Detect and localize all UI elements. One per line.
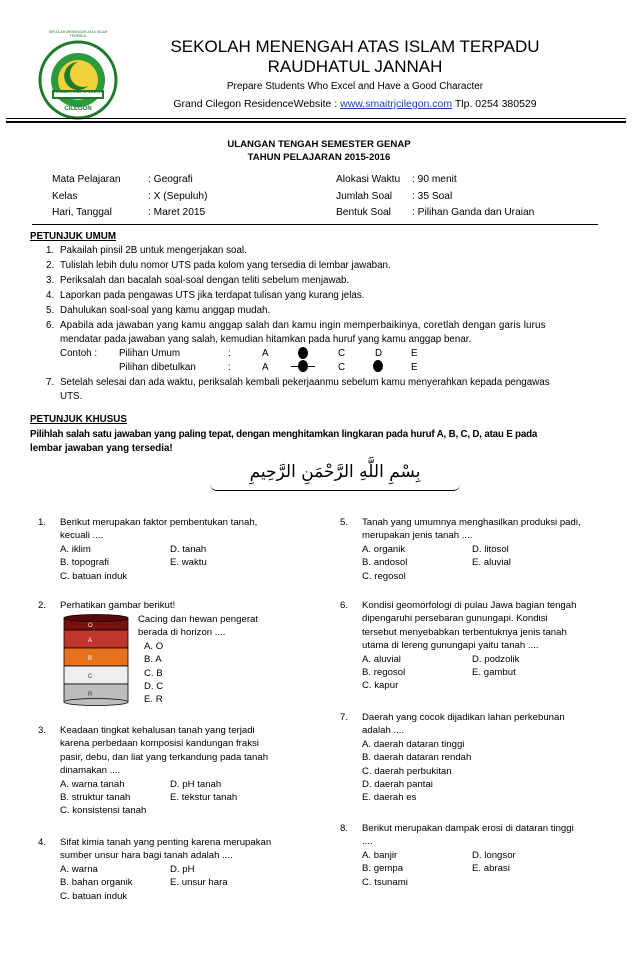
info-label-class: Kelas bbox=[52, 191, 78, 202]
q4-line-1: Sifat kimia tanah yang penting karena merupakan bbox=[60, 837, 272, 848]
header-rule-top bbox=[6, 118, 626, 119]
info-value-form: : Pilihan Ganda dan Uraian bbox=[412, 207, 535, 218]
info-label-form: Bentuk Soal bbox=[336, 207, 391, 218]
soil-profile-diagram bbox=[62, 614, 130, 706]
special-heading: PETUNJUK KHUSUS bbox=[30, 414, 127, 425]
q2-side-text bbox=[138, 613, 258, 707]
info-value-class: : X (Sepuluh) bbox=[148, 191, 208, 202]
general-heading: PETUNJUK UMUM bbox=[30, 231, 116, 242]
q8-opt-c[interactable]: C. tsunami bbox=[362, 876, 408, 888]
q4-opt-e[interactable]: E. unsur hara bbox=[170, 877, 228, 889]
basmalah-underline bbox=[210, 484, 460, 491]
q7-line-1: Daerah yang cocok dijadikan lahan perkebunan bbox=[362, 712, 565, 723]
info-label-time: Alokasi Waktu bbox=[336, 174, 401, 185]
q6-line-1: Kondisi geomorfologi di pulau Jawa bagian tengah bbox=[362, 600, 577, 611]
q3-number: 3. bbox=[38, 725, 47, 736]
q8-opt-b[interactable]: B. gempa bbox=[362, 863, 404, 875]
example-row2-opt-c: C bbox=[338, 362, 346, 373]
example-row2-opt-e: E bbox=[411, 362, 418, 373]
info-label-date: Hari, Tanggal bbox=[52, 207, 112, 218]
q4-opt-b[interactable]: B. bahan organik bbox=[60, 877, 133, 889]
question-5 bbox=[340, 516, 630, 583]
q5-line-1: Tanah yang umumnya menghasilkan produksi padi, bbox=[362, 517, 581, 528]
example-label: Contoh : bbox=[60, 348, 98, 359]
general-item-2: 2. Tulislah lebih dulu nomor UTS pada kolom yang tersedia di lembar jawaban. bbox=[46, 260, 391, 271]
q8-opt-e[interactable]: E. abrasi bbox=[472, 863, 510, 875]
q1-number: 1. bbox=[38, 517, 47, 528]
q2-opt-b[interactable]: B. A bbox=[144, 654, 162, 666]
q1-opt-e[interactable]: E. waktu bbox=[170, 557, 207, 569]
example-row1-colon: : bbox=[228, 348, 231, 359]
q3-line-3: pasir, debu, dan liat yang terkandung pada tanah bbox=[60, 751, 269, 763]
general-item-6: 6. Apabila ada jawaban yang kamu anggap salah dan kamu ingin memperbaikinya, coretlah dengan garis lurus bbox=[46, 320, 546, 331]
q6-line-4: utama di lereng gunungapi yaitu tanah .... bbox=[362, 640, 539, 652]
layer-label-c: C bbox=[88, 674, 93, 680]
filled-bubble-b bbox=[298, 347, 308, 359]
logo-bottom-text: CILEGON bbox=[64, 106, 92, 112]
q7-number: 7. bbox=[340, 712, 349, 723]
general-item-7-cont: UTS. bbox=[60, 391, 83, 402]
school-name-line1: SEKOLAH MENENGAH ATAS ISLAM TERPADU bbox=[170, 37, 540, 56]
q4-opt-d[interactable]: D. pH bbox=[170, 863, 195, 875]
q2-number: 2. bbox=[38, 600, 47, 611]
layer-label-r: R bbox=[88, 692, 93, 698]
q7-opt-c[interactable]: C. daerah perbukitan bbox=[362, 765, 452, 777]
q6-line-2: dipengaruhi persebaran gunungapi. Kondisi bbox=[362, 613, 548, 625]
q6-opt-d[interactable]: D. podzolik bbox=[472, 653, 520, 665]
q3-opt-b[interactable]: B. struktur tanah bbox=[60, 792, 131, 804]
q2-opt-d[interactable]: D. C bbox=[144, 681, 164, 693]
general-item-2-text: Tulislah lebih dulu nomor UTS pada kolom yang tersedia di lembar jawaban. bbox=[60, 260, 391, 271]
question-6 bbox=[340, 599, 635, 693]
q5-opt-d[interactable]: D. litosol bbox=[472, 543, 509, 555]
example-row1-opt-c: C bbox=[338, 348, 346, 359]
q5-opt-a[interactable]: A. organik bbox=[362, 543, 406, 555]
q1-line-1: Berikut merupakan faktor pembentukan tanah, bbox=[60, 517, 258, 528]
question-7 bbox=[340, 711, 630, 805]
general-item-6-cont: mendatar pada jawaban yang salah, kemudian hitamkan pada huruf yang kamu anggap benar. bbox=[60, 334, 472, 345]
logo-ribbon-text: RAUDHATUL JANNAH bbox=[54, 89, 102, 94]
header-rule-bottom bbox=[6, 121, 626, 123]
q5-number: 5. bbox=[340, 517, 349, 528]
q5-opt-c[interactable]: C. regosol bbox=[362, 570, 406, 582]
q3-line-4: dinamakan .... bbox=[60, 765, 121, 777]
filled-bubble-d bbox=[373, 360, 383, 372]
q6-opt-a[interactable]: A. aluvial bbox=[362, 653, 401, 665]
special-instruction-1: Pilihlah salah satu jawaban yang paling tepat, dengan menghitamkan lingkaran pada huruf A, B, C, D, atau E pada bbox=[30, 429, 538, 440]
layer-label-b: B bbox=[88, 656, 93, 662]
layer-label-o: O bbox=[88, 623, 93, 629]
q2-side-2: berada di horizon .... bbox=[138, 627, 226, 639]
q5-opt-e[interactable]: E. aluvial bbox=[472, 557, 511, 569]
school-name-line2: RAUDHATUL JANNAH bbox=[267, 57, 443, 76]
q8-opt-d[interactable]: D. longsor bbox=[472, 849, 516, 861]
strike-line bbox=[291, 366, 315, 367]
info-label-subject: Mata Pelajaran bbox=[52, 174, 121, 185]
general-item-1: 1. Pakailah pinsil 2B untuk mengerjakan soal. bbox=[46, 245, 247, 256]
q1-line-2: kecuali .... bbox=[60, 530, 104, 542]
info-value-date: : Maret 2015 bbox=[148, 207, 206, 218]
example-row2-colon: : bbox=[228, 362, 231, 373]
q6-opt-b[interactable]: B. regosol bbox=[362, 667, 406, 679]
info-label-count: Jumlah Soal bbox=[336, 191, 393, 202]
q6-number: 6. bbox=[340, 600, 349, 611]
q4-line-2: sumber unsur hara bagi tanah adalah .... bbox=[60, 850, 233, 862]
q7-opt-e[interactable]: E. daerah es bbox=[362, 792, 417, 804]
q1-opt-a[interactable]: A. iklim bbox=[60, 543, 91, 555]
q3-line-2: karena perbedaan komposisi kandungan fraksi bbox=[60, 738, 259, 750]
question-3 bbox=[38, 724, 328, 818]
general-item-7: 7. Setelah selesai dan ada waktu, periksalah kembali pekerjaanmu sebelum kamu menyerahkan kepada pengawas bbox=[46, 377, 550, 388]
general-item-4: 4. Laporkan pada pengawas UTS jika terdapat tulisan yang kurang jelas. bbox=[46, 290, 365, 301]
special-instruction-2: lembar jawaban yang tersedia! bbox=[30, 443, 173, 454]
general-item-6-text: Apabila ada jawaban yang kamu anggap salah dan kamu ingin memperbaikinya, coretlah dengan garis lurus bbox=[60, 320, 546, 331]
example-row1-label: Pilihan Umum bbox=[119, 348, 180, 359]
q7-opt-b[interactable]: B. daerah dataran rendah bbox=[362, 752, 472, 764]
q8-number: 8. bbox=[340, 823, 349, 834]
example-row2-opt-a: A bbox=[262, 362, 269, 373]
q8-line-2: .... bbox=[362, 836, 373, 848]
q8-opt-a[interactable]: A. banjir bbox=[362, 849, 398, 861]
q1-opt-d[interactable]: D. tanah bbox=[170, 543, 207, 555]
info-value-time: : 90 menit bbox=[412, 174, 457, 185]
q3-line-1: Keadaan tingkat kehalusan tanah yang terjadi bbox=[60, 725, 255, 736]
q4-opt-c[interactable]: C. batuan induk bbox=[60, 890, 128, 902]
q4-opt-a[interactable]: A. warna bbox=[60, 863, 98, 875]
general-item-3-text: Periksalah dan bacalah soal-soal dengan teliti sebelum menjawab. bbox=[60, 275, 350, 286]
q1-opt-c[interactable]: C. batuan induk bbox=[60, 570, 128, 582]
question-1 bbox=[38, 516, 318, 583]
q5-opt-b[interactable]: B. andosol bbox=[362, 557, 408, 569]
q2-line-1: Perhatikan gambar berikut! bbox=[60, 600, 176, 611]
basmalah: بِسْمِ اللَّهِ الرَّحْمَنِ الرَّحِيمِ bbox=[249, 462, 421, 482]
school-tagline: Prepare Students Who Excel and Have a Good Character bbox=[226, 81, 484, 92]
general-item-3: 3. Periksalah dan bacalah soal-soal dengan teliti sebelum menjawab. bbox=[46, 275, 350, 286]
example-row1-opt-d: D bbox=[375, 348, 383, 359]
q2-opt-e[interactable]: E. R bbox=[144, 694, 163, 706]
layer-label-a: A bbox=[88, 638, 93, 644]
q6-opt-c[interactable]: C. kapur bbox=[362, 680, 399, 692]
example-row1-opt-a: A bbox=[262, 348, 269, 359]
address-suffix: Tlp. 0254 380529 bbox=[452, 98, 537, 110]
q4-number: 4. bbox=[38, 837, 47, 848]
q3-opt-a[interactable]: A. warna tanah bbox=[60, 778, 125, 790]
general-item-5: 5. Dahulukan soal-soal yang kamu anggap mudah. bbox=[46, 305, 271, 316]
example-row1-opt-e: E bbox=[411, 348, 418, 359]
q2-opt-c[interactable]: C. B bbox=[144, 667, 163, 679]
q8-line-1: Berikut merupakan dampak erosi di dataran tinggi bbox=[362, 823, 574, 834]
question-4 bbox=[38, 836, 328, 903]
website-link[interactable]: www.smaitrjcilegon.com bbox=[340, 98, 453, 110]
general-item-7-text: Setelah selesai dan ada waktu, periksalah kembali pekerjaanmu sebelum kamu menyerahkan kepada pengawas bbox=[60, 377, 550, 388]
example-row2-label: Pilihan dibetulkan bbox=[119, 362, 196, 373]
logo-top-text: SEKOLAH MENENGAH ATAS ISLAM TERPADU bbox=[48, 30, 108, 38]
address-prefix: Grand Cilegon ResidenceWebsite : bbox=[173, 98, 341, 110]
q3-opt-d[interactable]: D. pH tanah bbox=[170, 778, 222, 790]
q2-side-1: Cacing dan hewan pengerat bbox=[138, 614, 259, 625]
info-value-count: : 35 Soal bbox=[412, 191, 453, 202]
school-address bbox=[120, 98, 590, 110]
q1-opt-b[interactable]: B. topografi bbox=[60, 557, 110, 569]
q6-line-3: tersebut menyebabkan terbentuknya jenis tanah bbox=[362, 626, 567, 638]
q6-opt-e[interactable]: E. gambut bbox=[472, 667, 516, 679]
exam-title-1: ULANGAN TENGAH SEMESTER GENAP bbox=[227, 139, 411, 150]
info-value-subject: : Geografi bbox=[148, 174, 193, 185]
question-8 bbox=[340, 822, 630, 889]
general-item-1-text: Pakailah pinsil 2B untuk mengerjakan soal. bbox=[60, 245, 247, 256]
q5-line-2: merupakan jenis tanah .... bbox=[362, 530, 473, 542]
general-item-4-text: Laporkan pada pengawas UTS jika terdapat tulisan yang kurang jelas. bbox=[60, 290, 365, 301]
q3-opt-e[interactable]: E. tekstur tanah bbox=[170, 792, 238, 804]
question-2 bbox=[38, 599, 318, 612]
info-rule bbox=[32, 224, 598, 225]
q2-opt-a[interactable]: A. O bbox=[144, 640, 164, 652]
exam-title-2: TAHUN PELAJARAN 2015-2016 bbox=[247, 152, 391, 163]
general-item-5-text: Dahulukan soal-soal yang kamu anggap mudah. bbox=[60, 305, 271, 316]
q7-opt-a[interactable]: A. daerah dataran tinggi bbox=[362, 738, 465, 750]
q3-opt-c[interactable]: C. konsistensi tanah bbox=[60, 805, 147, 817]
q7-opt-d[interactable]: D. daerah pantai bbox=[362, 779, 433, 791]
q7-line-2: adalah .... bbox=[362, 725, 405, 737]
